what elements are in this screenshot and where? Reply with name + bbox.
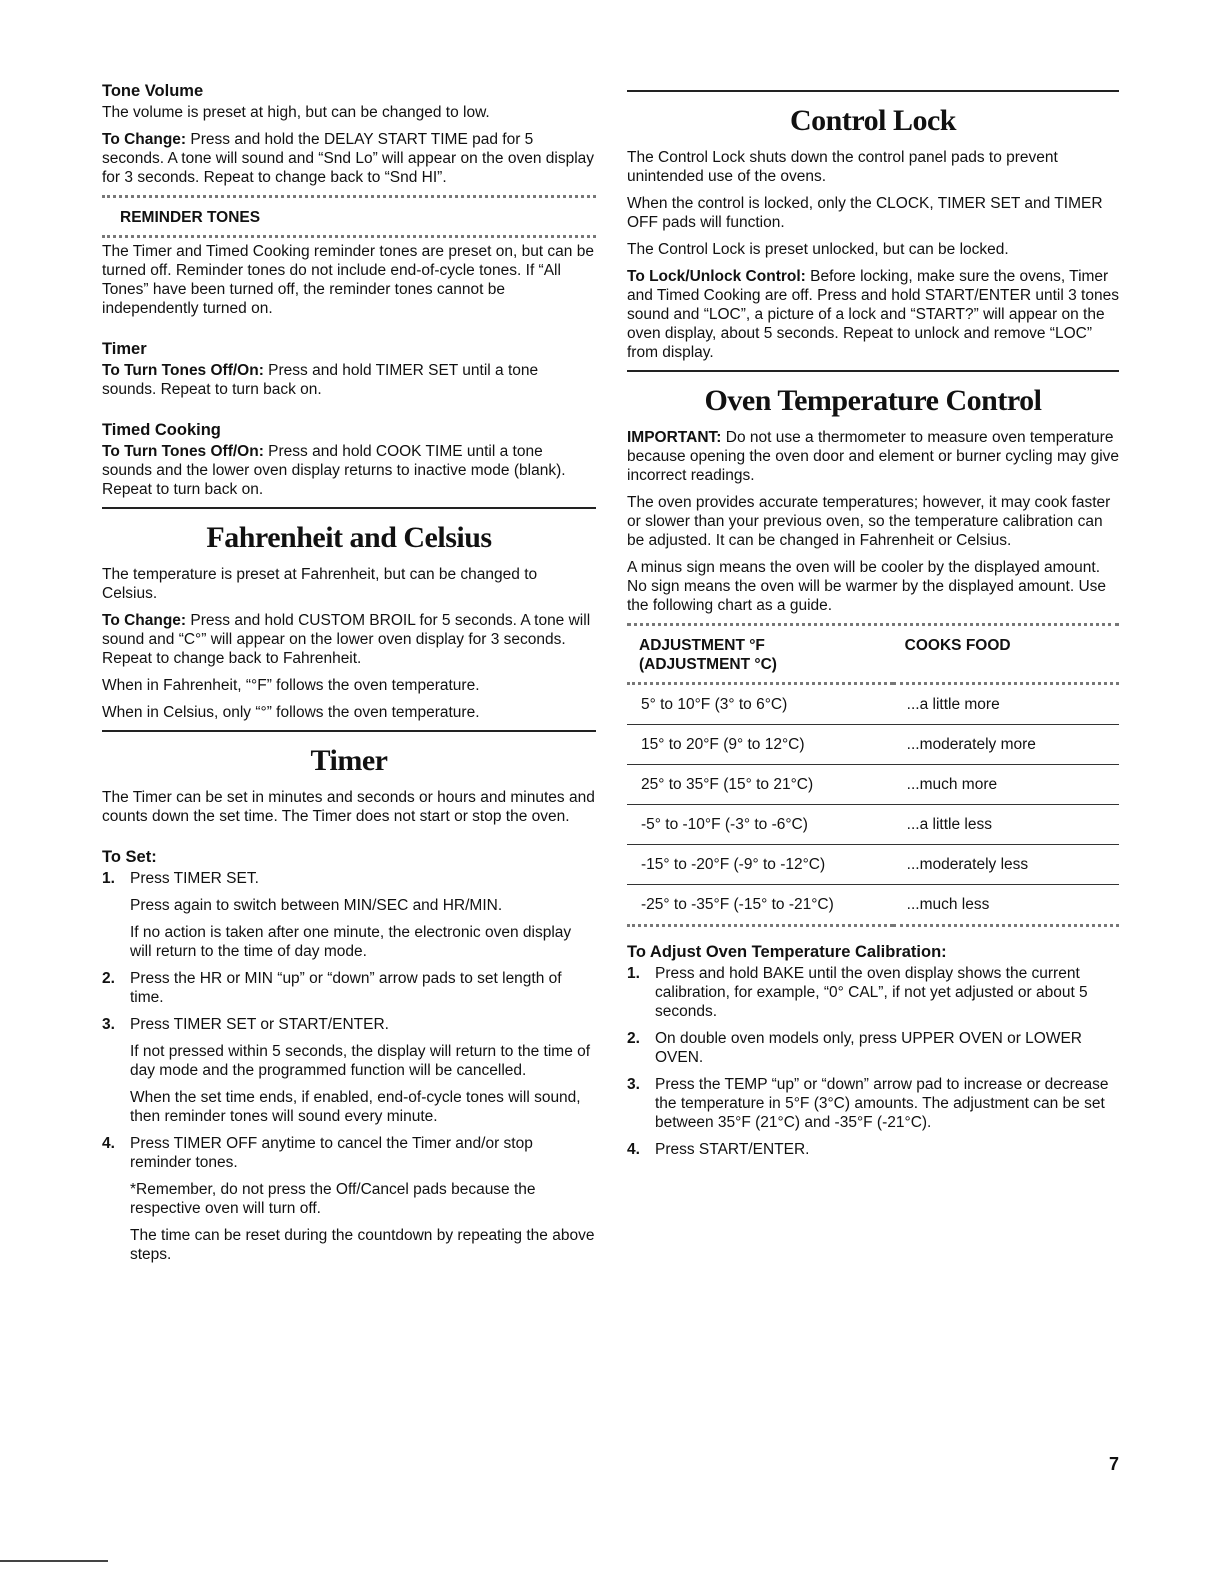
adjustment-table-body	[627, 684, 1119, 926]
step-number: 3.	[102, 1016, 115, 1033]
table-row	[627, 885, 1119, 926]
timed-cooking-label: To Turn Tones Off/On:	[102, 443, 264, 460]
step-text: When the set time ends, if enabled, end-of-cycle tones will sound, then reminder tones will sound every minute.	[130, 1089, 581, 1125]
control-lock-heading: Control Lock	[790, 104, 956, 137]
adjustment-cell: -25° to -35°F (-15° to -21°C)	[627, 885, 893, 926]
lock-unlock-label: To Lock/Unlock Control:	[627, 268, 806, 285]
step-text: If not pressed within 5 seconds, the display will return to the time of day mode and the programmed function will be cancelled.	[130, 1043, 591, 1079]
step-text: Press TIMER SET or START/ENTER.	[130, 1016, 389, 1033]
step-text: The time can be reset during the countdown by repeating the above steps.	[130, 1227, 595, 1263]
timer-tones-text	[102, 361, 596, 399]
adjustment-cell: 5° to 10°F (3° to 6°C)	[627, 684, 893, 725]
calibration-step	[627, 1075, 1119, 1132]
step-number: 4.	[102, 1135, 115, 1152]
step-number: 4.	[627, 1141, 640, 1158]
adjustment-column-header	[627, 628, 893, 684]
timed-cooking-text	[102, 442, 596, 499]
cooks-food-cell: ...a little less	[893, 805, 1119, 845]
section-divider	[102, 507, 596, 509]
fahrenheit-change	[102, 611, 596, 668]
tone-volume-intro: The volume is preset at high, but can be changed to low.	[102, 104, 490, 121]
important-text: Do not use a thermometer to measure oven temperature because opening the oven door and element or burner cycling may give incorrect readings.	[627, 429, 1120, 484]
right-column	[627, 82, 1119, 1167]
step-text: Press and hold BAKE until the oven display shows the current calibration, for example, “0° CAL”, if not yet adjusted or about 5 seconds.	[655, 965, 1088, 1020]
section-divider	[627, 370, 1119, 372]
tone-volume-change-text: Press and hold the DELAY START TIME pad for 5 seconds. A tone will sound and “Snd Lo” will appear on the oven display for 3 seconds. Repeat to change back to “Snd HI”.	[102, 131, 595, 186]
cooks-food-cell: ...moderately less	[893, 845, 1119, 885]
fahrenheit-line-f: When in Fahrenheit, “°F” follows the oven temperature.	[102, 677, 480, 694]
timer-tones-label: To Turn Tones Off/On:	[102, 362, 264, 379]
step-text: Press START/ENTER.	[655, 1141, 810, 1158]
step-text: Press the TEMP “up” or “down” arrow pad to increase or decrease the temperature in 5°F (3°C) amounts. The adjustment can be set between 35°F (21°C) and -35°F (-21°C).	[655, 1076, 1109, 1131]
important-label: IMPORTANT:	[627, 429, 722, 446]
cooks-food-cell: ...moderately more	[893, 725, 1119, 765]
calibration-step	[627, 964, 1119, 1021]
page-number: 7	[1108, 1454, 1119, 1474]
table-row	[627, 765, 1119, 805]
control-lock-p2: When the control is locked, only the CLOCK, TIMER SET and TIMER OFF pads will function.	[627, 195, 1103, 231]
lock-unlock-text: Before locking, make sure the ovens, Timer and Timed Cooking are off. Press and hold START/ENTER until 3 tones sound and “LOC”, a picture of a lock and “START?” will appear on the oven display, about 5 seconds. Repeat to unlock and remove “LOC” from display.	[627, 268, 1119, 361]
timer-tones-heading: Timer	[102, 340, 147, 358]
timed-cooking-body: Press and hold COOK TIME until a tone sounds and the lower oven display returns to inactive mode (blank). Repeat to turn back on.	[102, 443, 566, 498]
step-text: Press the HR or MIN “up” or “down” arrow pads to set length of time.	[130, 970, 562, 1006]
timer-step	[102, 1015, 596, 1126]
adjustment-cell: 25° to 35°F (15° to 21°C)	[627, 765, 893, 805]
step-number: 1.	[102, 870, 115, 887]
section-divider	[102, 730, 596, 732]
cooks-food-cell: ...much more	[893, 765, 1119, 805]
section-divider	[627, 90, 1119, 92]
timer-intro: The Timer can be set in minutes and seconds or hours and minutes and counts down the set time. The Timer does not start or stop the oven.	[102, 789, 595, 825]
step-text: Press TIMER SET.	[130, 870, 259, 887]
adjustment-cell: -5° to -10°F (-3° to -6°C)	[627, 805, 893, 845]
adjust-calibration-heading: To Adjust Oven Temperature Calibration:	[627, 943, 947, 961]
fahrenheit-change-text: Press and hold CUSTOM BROIL for 5 seconds. A tone will sound and “C°” will appear on the lower oven display for 3 seconds. Repeat to change back to Fahrenheit.	[102, 612, 591, 667]
divider	[102, 195, 596, 198]
table-row	[627, 845, 1119, 885]
oven-temp-p3: A minus sign means the oven will be cooler by the displayed amount. No sign means the oven will be warmer by the displayed amount. Use the following chart as a guide.	[627, 559, 1107, 614]
to-set-heading: To Set:	[102, 848, 157, 866]
adjustment-cell: -15° to -20°F (-9° to -12°C)	[627, 845, 893, 885]
cooks-food-cell: ...a little more	[893, 684, 1119, 725]
reminder-tones-text: The Timer and Timed Cooking reminder tones are preset on, but can be turned off. Reminder tones do not include end-of-cycle tones. If “All Tones” have been turned off, the reminder tones cannot be independently turned on.	[102, 243, 594, 317]
cooks-food-header: COOKS FOOD	[904, 637, 1011, 654]
timer-heading: Timer	[310, 744, 388, 777]
adjustment-f-header: ADJUSTMENT °F	[639, 637, 765, 654]
tone-volume-change	[102, 130, 596, 187]
step-text: If no action is taken after one minute, the electronic oven display will return to the time of day mode.	[130, 924, 572, 960]
fahrenheit-line-c: When in Celsius, only “°” follows the oven temperature.	[102, 704, 480, 721]
step-number: 2.	[627, 1030, 640, 1047]
timed-cooking-heading: Timed Cooking	[102, 421, 221, 439]
bottom-edge-mark	[0, 1560, 108, 1562]
adjustment-table	[627, 628, 1119, 927]
reminder-tones-heading: REMINDER TONES	[120, 209, 261, 226]
divider	[627, 623, 1119, 626]
step-text: Press TIMER OFF anytime to cancel the Timer and/or stop reminder tones.	[130, 1135, 533, 1171]
step-number: 3.	[627, 1076, 640, 1093]
fahrenheit-change-label: To Change:	[102, 612, 187, 629]
timer-step	[102, 1134, 596, 1264]
step-text: Press again to switch between MIN/SEC and HR/MIN.	[130, 897, 503, 914]
step-number: 1.	[627, 965, 640, 982]
table-row	[627, 725, 1119, 765]
adjustment-table-header	[627, 628, 1119, 684]
oven-temperature-control-heading: Oven Temperature Control	[704, 384, 1042, 417]
step-number: 2.	[102, 970, 115, 987]
divider	[102, 235, 596, 238]
tone-volume-heading: Tone Volume	[102, 82, 204, 100]
oven-temp-p2: The oven provides accurate temperatures; however, it may cook faster or slower than your previous oven, so the temperature calibration can be adjusted. It can be changed in Fahrenheit or Celsius.	[627, 494, 1111, 549]
control-lock-p1: The Control Lock shuts down the control panel pads to prevent unintended use of the ovens.	[627, 149, 1058, 185]
control-lock-instructions	[627, 267, 1119, 362]
timer-step	[102, 969, 596, 1007]
control-lock-p3: The Control Lock is preset unlocked, but can be locked.	[627, 241, 1009, 258]
calibration-step	[627, 1029, 1119, 1067]
left-column	[102, 82, 596, 1272]
fahrenheit-celsius-heading: Fahrenheit and Celsius	[206, 521, 492, 554]
table-row	[627, 684, 1119, 725]
cooks-food-cell: ...much less	[893, 885, 1119, 926]
tone-volume-change-label: To Change:	[102, 131, 187, 148]
step-text: On double oven models only, press UPPER OVEN or LOWER OVEN.	[655, 1030, 1082, 1066]
timer-step	[102, 869, 596, 961]
timer-steps	[102, 869, 596, 1264]
table-row	[627, 805, 1119, 845]
calibration-steps	[627, 964, 1119, 1159]
fahrenheit-intro: The temperature is preset at Fahrenheit, but can be changed to Celsius.	[102, 566, 538, 602]
calibration-step	[627, 1140, 1119, 1159]
step-text: *Remember, do not press the Off/Cancel pads because the respective oven will turn off.	[130, 1181, 536, 1217]
timer-tones-body: Press and hold TIMER SET until a tone sounds. Repeat to turn back on.	[102, 362, 539, 398]
adjustment-c-header: (ADJUSTMENT °C)	[639, 656, 777, 673]
important-note	[627, 428, 1119, 485]
adjustment-cell: 15° to 20°F (9° to 12°C)	[627, 725, 893, 765]
